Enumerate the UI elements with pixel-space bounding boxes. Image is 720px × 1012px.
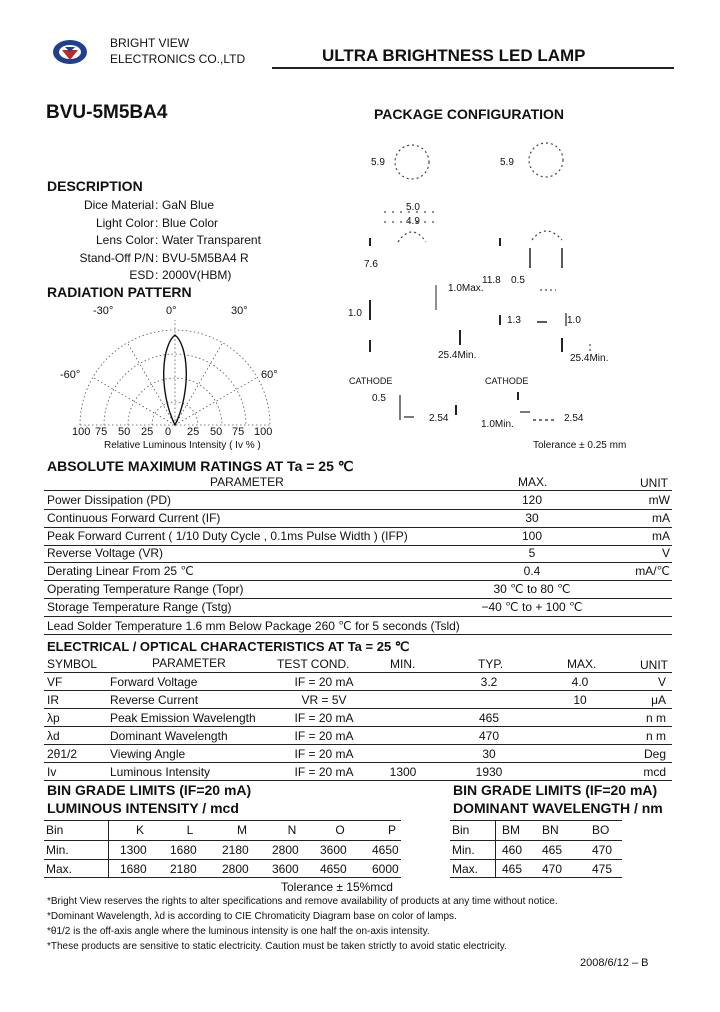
company-name-line1: BRIGHT VIEW: [110, 36, 190, 50]
abs-max-header-unit: UNIT: [640, 476, 668, 490]
bin-intensity-cell: K: [135, 823, 144, 837]
colon-separator: :: [155, 233, 159, 247]
abs-max-header-param: PARAMETER: [210, 475, 284, 489]
abs-max-unit: mA/℃: [635, 564, 670, 579]
elec-cond: IF = 20 mA: [294, 675, 354, 689]
bin-intensity-cell: 1680: [170, 842, 197, 857]
angle-label: -30°: [93, 305, 114, 317]
abs-max-param: Reverse Voltage (VR): [47, 546, 164, 561]
abs-max-param: Operating Temperature Range (Topr): [47, 582, 244, 596]
radiation-scale-tick: 75: [232, 426, 245, 438]
dim-label: 25.4Min.: [570, 353, 609, 364]
elec-unit: μA: [651, 693, 666, 707]
angle-label: 0°: [166, 305, 177, 317]
radiation-pattern-chart: [70, 300, 280, 430]
radiation-scale-tick: 50: [210, 426, 223, 438]
table-rule: [44, 859, 401, 860]
elec-cond: IF = 20 mA: [294, 729, 354, 743]
abs-max-value: 30 ℃ to 80 ℃: [493, 582, 571, 596]
bin-intensity-cell: Max.: [46, 862, 73, 876]
radiation-scale-tick: 100: [254, 426, 273, 438]
company-name-line2: ELECTRONICS CO.,LTD: [110, 52, 246, 66]
description-label: Lens Color: [95, 233, 154, 247]
bin-intensity-cell: 1300: [120, 842, 147, 857]
description-title: DESCRIPTION: [47, 178, 143, 194]
description-value: GaN Blue: [162, 198, 215, 212]
dim-label: 5.9: [371, 157, 385, 168]
cathode-label: CATHODE: [349, 376, 393, 386]
radiation-scale-tick: 100: [72, 426, 91, 438]
elec-param: Dominant Wavelength: [110, 729, 228, 743]
dim-label: 0.5: [511, 275, 525, 286]
abs-max-param: Continuous Forward Current (IF): [47, 510, 221, 525]
cathode-label: CATHODE: [485, 376, 529, 386]
radiation-scale-tick: 0: [165, 426, 172, 438]
dim-label: 1.0Max.: [448, 283, 484, 294]
abs-max-value: 30: [525, 510, 539, 525]
elec-header: TEST COND.: [277, 657, 350, 671]
elec-param: Forward Voltage: [110, 675, 198, 689]
bin-wavelength-cell: BM: [502, 823, 520, 837]
package-config-title: PACKAGE CONFIGURATION: [374, 106, 565, 122]
elec-header: TYP.: [478, 657, 504, 671]
dim-label: 1.0Min.: [481, 419, 514, 430]
dim-label: 1.0: [567, 315, 581, 326]
description-value: Blue Color: [162, 215, 219, 230]
dim-label: 25.4Min.: [438, 350, 477, 361]
abs-max-param: Peak Forward Current ( 1/10 Duty Cycle , 0.1ms Pulse Width ) (IFP): [47, 528, 408, 543]
colon-separator: :: [155, 215, 159, 230]
abs-max-title: ABSOLUTE MAXIMUM RATINGS AT Ta = 25 ℃: [47, 458, 354, 474]
dim-label: 1.0: [348, 308, 362, 319]
elec-typ: 30: [482, 747, 496, 761]
table-rule: [44, 877, 401, 878]
dim-label: 2.54: [564, 413, 584, 424]
elec-symbol: IR: [47, 693, 59, 707]
elec-symbol: λd: [47, 729, 60, 743]
table-rule: [44, 708, 672, 709]
note-line: *Bright View reserves the rights to alter specifications and remove availability of products at any time without notice.: [47, 896, 558, 907]
bin-intensity-cell: M: [237, 823, 247, 837]
document-title: ULTRA BRIGHTNESS LED LAMP: [322, 46, 586, 65]
title-underline: [272, 67, 674, 69]
elec-typ: 1930: [475, 765, 503, 779]
elec-cond: IF = 20 mA: [294, 747, 354, 761]
abs-max-value: 120: [521, 493, 543, 507]
elec-param: Reverse Current: [110, 693, 199, 707]
abs-max-header-max: MAX.: [518, 475, 548, 489]
radiation-title: RADIATION PATTERN: [47, 284, 192, 300]
bin-intensity-cell: L: [186, 823, 194, 837]
elec-header: UNIT: [640, 658, 668, 672]
dim-label: 5.0: [406, 202, 420, 213]
dim-label: 4.9: [406, 216, 420, 227]
description-value: 2000V(HBM): [162, 268, 232, 282]
abs-max-param: Derating Linear From 25 ℃: [47, 564, 194, 579]
elec-max: 10: [573, 693, 587, 707]
bin-wavelength-cell: 470: [542, 862, 563, 876]
intensity-tolerance: Tolerance ± 15%mcd: [281, 880, 393, 894]
description-label: Light Color: [95, 215, 154, 230]
dim-label: 11.8: [482, 275, 501, 286]
elec-symbol: 2θ1/2: [47, 747, 78, 761]
elec-param: Viewing Angle: [110, 747, 186, 761]
table-rule: [44, 490, 672, 491]
elec-cond: VR = 5V: [301, 693, 347, 707]
bin-wavelength-cell: Min.: [452, 842, 475, 857]
colon-separator: :: [155, 268, 159, 282]
bin-wavelength-cell: 470: [592, 842, 613, 857]
bin-intensity-cell: Min.: [46, 842, 69, 857]
abs-max-unit: mW: [648, 493, 670, 507]
dim-label: 1.3: [507, 315, 521, 326]
table-rule: [108, 820, 109, 877]
bin-intensity-cell: 4650: [320, 862, 347, 876]
bin-intensity-cell: O: [335, 823, 345, 837]
bin-wavelength-cell: 460: [502, 842, 523, 857]
elec-symbol: λp: [47, 711, 60, 725]
bin-wavelength-cell: 475: [592, 862, 613, 876]
footer-date: 2008/6/12 – B: [580, 957, 649, 969]
elec-header: MIN.: [390, 657, 416, 671]
radiation-axis-label: Relative Luminous Intensity ( Iv % ): [104, 440, 261, 451]
bin-intensity-cell: 4650: [372, 842, 399, 857]
note-line: *These products are sensitive to static electricity. Caution must be taken strictly to avoid static electricity.: [47, 941, 507, 952]
table-rule: [44, 726, 672, 727]
bin-wavelength-cell: 465: [502, 862, 523, 876]
electrical-title: ELECTRICAL / OPTICAL CHARACTERISTICS AT Ta = 25 ℃: [47, 639, 410, 654]
solder-temperature: Lead Solder Temperature 1.6 mm Below Package 260 ℃ for 5 seconds (Tsld): [47, 619, 460, 633]
bin-intensity-cell: 2800: [222, 862, 249, 876]
elec-unit: mcd: [643, 765, 666, 779]
bin-intensity-cell: 2180: [222, 842, 249, 857]
abs-max-param: Power Dissipation (PD): [47, 493, 172, 507]
bin-wavelength-cell: BO: [592, 823, 610, 837]
dim-label: 7.6: [364, 259, 378, 270]
radiation-scale-tick: 50: [118, 426, 131, 438]
note-line: *θ1/2 is the off-axis angle where the luminous intensity is one half the on-axis intensity.: [47, 926, 430, 937]
elec-symbol: VF: [47, 675, 63, 689]
bin-wavelength-cell: Max.: [452, 862, 479, 876]
table-rule: [44, 690, 672, 691]
elec-unit: Deg: [643, 747, 666, 761]
description-value: Water Transparent: [162, 233, 261, 247]
colon-separator: :: [155, 250, 159, 265]
abs-max-unit: V: [661, 546, 670, 561]
table-rule: [44, 672, 672, 673]
bin-intensity-cell: P: [387, 823, 396, 837]
divider: [44, 634, 672, 635]
angle-label: -60°: [60, 369, 81, 381]
elec-typ: 3.2: [480, 675, 498, 689]
elec-symbol: Iv: [47, 765, 57, 779]
bin-wavelength-title: BIN GRADE LIMITS (IF=20 mA): [453, 782, 658, 798]
elec-cond: IF = 20 mA: [294, 765, 354, 779]
table-rule: [450, 820, 622, 821]
elec-unit: n m: [645, 711, 666, 725]
table-rule: [44, 762, 672, 763]
elec-header: MAX.: [567, 657, 597, 671]
description-label: Dice Material: [83, 198, 154, 212]
elec-header: PARAMETER: [152, 656, 226, 670]
abs-max-unit: mA: [652, 510, 670, 525]
elec-cond: IF = 20 mA: [294, 711, 354, 725]
elec-typ: 470: [478, 729, 500, 743]
table-rule: [44, 780, 672, 781]
abs-max-param: Storage Temperature Range (Tstg): [47, 599, 232, 614]
colon-separator: :: [155, 198, 159, 212]
bin-intensity-cell: 2180: [170, 862, 197, 876]
dim-label: 5.9: [500, 157, 514, 168]
elec-unit: V: [657, 675, 666, 689]
dim-label: 2.54: [429, 413, 449, 424]
abs-max-unit: mA: [652, 528, 670, 543]
part-number: BVU-5M5BA4: [46, 102, 168, 123]
table-rule: [44, 840, 401, 841]
table-rule: [44, 820, 401, 821]
bin-intensity-cell: N: [287, 823, 297, 837]
dim-label: 0.5: [372, 393, 386, 404]
bin-wavelength-cell: 465: [542, 842, 563, 857]
package-tolerance: Tolerance ± 0.25 mm: [533, 440, 627, 451]
table-rule: [44, 616, 672, 617]
note-line: *Dominant Wavelength, λd is according to CIE Chromaticity Diagram base on color of lamps.: [47, 911, 457, 922]
abs-max-value: 0.4: [523, 564, 541, 579]
package-diagram: [340, 130, 670, 460]
description-value: BVU-5M5BA4 R: [162, 250, 249, 265]
bin-intensity-cell: 3600: [272, 862, 299, 876]
table-rule: [44, 744, 672, 745]
abs-max-value: 5: [528, 546, 536, 561]
bin-intensity-cell: Bin: [46, 823, 64, 837]
bin-intensity-cell: 3600: [320, 842, 347, 857]
bin-wavelength-cell: Bin: [452, 823, 470, 837]
table-rule: [450, 877, 622, 878]
bin-intensity-cell: 1680: [120, 862, 147, 876]
table-rule: [450, 859, 622, 860]
bin-intensity-title: BIN GRADE LIMITS (IF=20 mA): [47, 782, 252, 798]
abs-max-value: 100: [521, 528, 543, 543]
elec-param: Luminous Intensity: [110, 765, 211, 779]
description-label: ESD: [129, 268, 154, 282]
bin-intensity-cell: 2800: [272, 842, 299, 857]
elec-header: SYMBOL: [47, 657, 98, 671]
table-rule: [450, 840, 622, 841]
abs-max-value: −40 ℃ to + 100 ℃: [481, 599, 583, 614]
angle-label: 60°: [261, 369, 278, 381]
bin-intensity-subtitle: LUMINOUS INTENSITY / mcd: [47, 800, 239, 816]
elec-min: 1300: [389, 765, 417, 779]
bin-wavelength-subtitle: DOMINANT WAVELENGTH / nm: [453, 800, 663, 816]
description-label: Stand-Off P/N: [79, 250, 154, 265]
table-rule: [495, 820, 496, 877]
elec-unit: n m: [645, 729, 666, 743]
company-logo: [52, 38, 88, 66]
radiation-scale-tick: 25: [187, 426, 200, 438]
bin-wavelength-cell: BN: [542, 823, 559, 837]
elec-max: 4.0: [571, 675, 589, 689]
bin-intensity-cell: 6000: [372, 862, 399, 876]
radiation-scale-tick: 75: [95, 426, 108, 438]
elec-param: Peak Emission Wavelength: [110, 711, 256, 725]
radiation-scale-tick: 25: [141, 426, 154, 438]
angle-label: 30°: [231, 305, 248, 317]
elec-typ: 465: [478, 711, 500, 725]
